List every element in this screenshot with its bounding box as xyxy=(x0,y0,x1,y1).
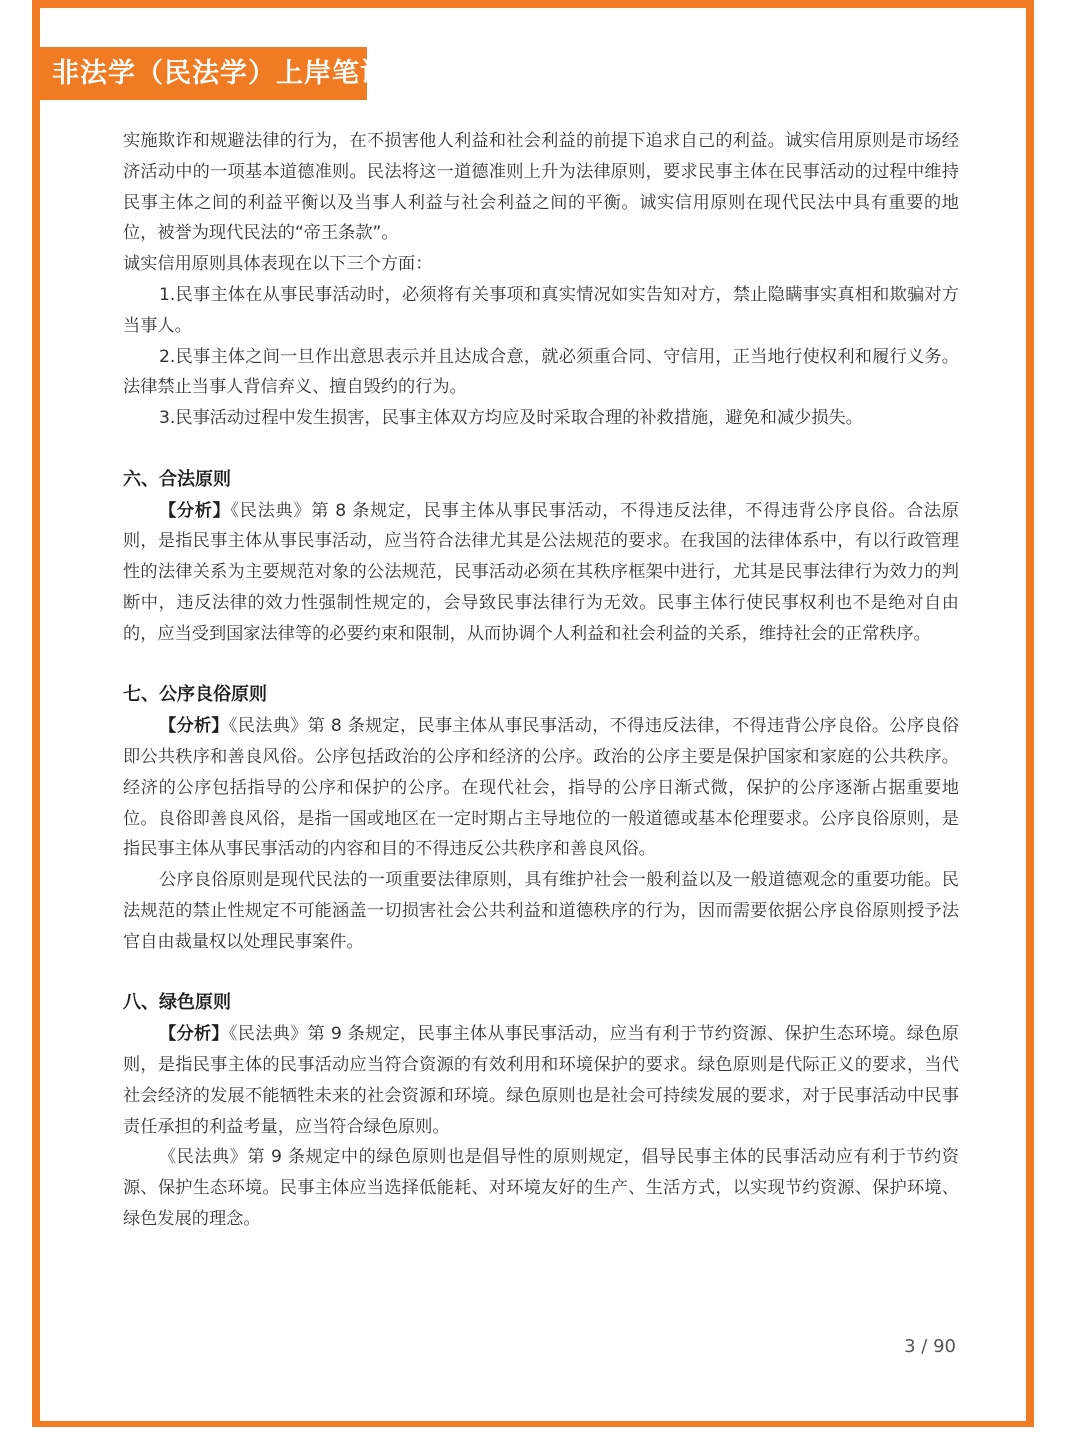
list-item: 3.民事活动过程中发生损害，民事主体双方均应及时采取合理的补救措施，避免和减少损失。 xyxy=(159,408,863,429)
list-item: 1.民事主体在从事民事活动时，必须将有关事项和真实情况如实告知对方，禁止隐瞒事实真相和欺骗对方当事人。 xyxy=(123,284,959,336)
section-heading: 七、公序良俗原则 xyxy=(123,684,267,706)
analysis-tag: 【分析】 xyxy=(159,1024,229,1045)
analysis-tag: 【分析】 xyxy=(159,500,231,521)
page-number: 3 / 90 xyxy=(904,1336,956,1357)
intro-lead: 诚实信用原则具体表现在以下三个方面： xyxy=(123,254,433,275)
header-title: 非法学（民法学）上岸笔记 xyxy=(52,58,388,89)
section-paragraph xyxy=(123,711,959,865)
paragraph-text: 《民法典》第 8 条规定，民事主体从事民事活动，不得违反法律，不得违背公序良俗。公序良俗即公共秩序和善良风俗。公序包括政治的公序和经济的公序。政治的公序主要是保护国家和家庭的公共秩序。经济的公序包括指导的公序和保护的公序。在现代社会，指导的公序日渐式微，保护的公序逐渐占据重要地位。良俗即善良风俗，是指一国或地区在一定时期占主导地位的一般道德或基本伦理要求。公序良俗原则，是指民事主体从事民事活动的内容和目的不得违反公共秩序和善良风俗。 xyxy=(123,716,959,860)
section-heading: 八、绿色原则 xyxy=(123,992,231,1014)
section-paragraph: 公序良俗原则是现代民法的一项重要法律原则，具有维护社会一般利益以及一般道德观念的重要功能。民法规范的禁止性规定不可能涵盖一切损害社会公共利益和道德秩序的行为，因而需要依据公序良俗原则授予法官自由裁量权以处理民事案件。 xyxy=(123,870,959,952)
intro-paragraph: 实施欺诈和规避法律的行为，在不损害他人利益和社会利益的前提下追求自己的利益。诚实信用原则是市场经济活动中的一项基本道德准则。民法将这一道德准则上升为法律原则，要求民事主体在民事活动的过程中维持民事主体之间的利益平衡以及当事人利益与社会利益之间的平衡。诚实信用原则在现代民法中具有重要的地位，被誉为现代民法的“帝王条款”。 xyxy=(123,131,959,244)
list-item: 2.民事主体之间一旦作出意思表示并且达成合意，就必须重合同、守信用，正当地行使权利和履行义务。法律禁止当事人背信弃义、擅自毁约的行为。 xyxy=(123,346,959,398)
section-paragraph: 《民法典》第 9 条规定中的绿色原则也是倡导性的原则规定，倡导民事主体的民事活动应有利于节约资源、保护生态环境。民事主体应当选择低能耗、对环境友好的生产、生活方式，以实现节约资源、保护环境、绿色发展的理念。 xyxy=(123,1147,959,1229)
section-heading: 六、合法原则 xyxy=(123,468,231,490)
paragraph-text: 《民法典》第 8 条规定，民事主体从事民事活动，不得违反法律，不得违背公序良俗。合法原则，是指民事主体从事民事活动，应当符合法律尤其是公法规范的要求。在我国的法律体系中，有以行政管理性的法律关系为主要规范对象的公法规范，民事活动必须在其秩序框架中进行，尤其是民事法律行为效力的判断中，违反法律的效力性强制性规定的，会导致民事法律行为无效。民事主体行使民事权利也不是绝对自由的，应当受到国家法律等的必要约束和限制，从而协调个人利益和社会利益的关系，维持社会的正常秩序。 xyxy=(123,500,959,644)
header-banner xyxy=(40,47,388,100)
analysis-tag: 【分析】 xyxy=(159,716,229,737)
document-body xyxy=(123,126,959,1235)
section-paragraph xyxy=(123,1019,959,1142)
section-paragraph xyxy=(123,496,959,650)
paragraph-text: 《民法典》第 9 条规定，民事主体从事民事活动，应当有利于节约资源、保护生态环境。绿色原则，是指民事主体的民事活动应当符合资源的有效利用和环境保护的要求。绿色原则是代际正义的要求，当代社会经济的发展不能牺牲未来的社会资源和环境。绿色原则也是社会可持续发展的要求，对于民事活动中民事责任承担的利益考量，应当符合绿色原则。 xyxy=(123,1024,959,1137)
